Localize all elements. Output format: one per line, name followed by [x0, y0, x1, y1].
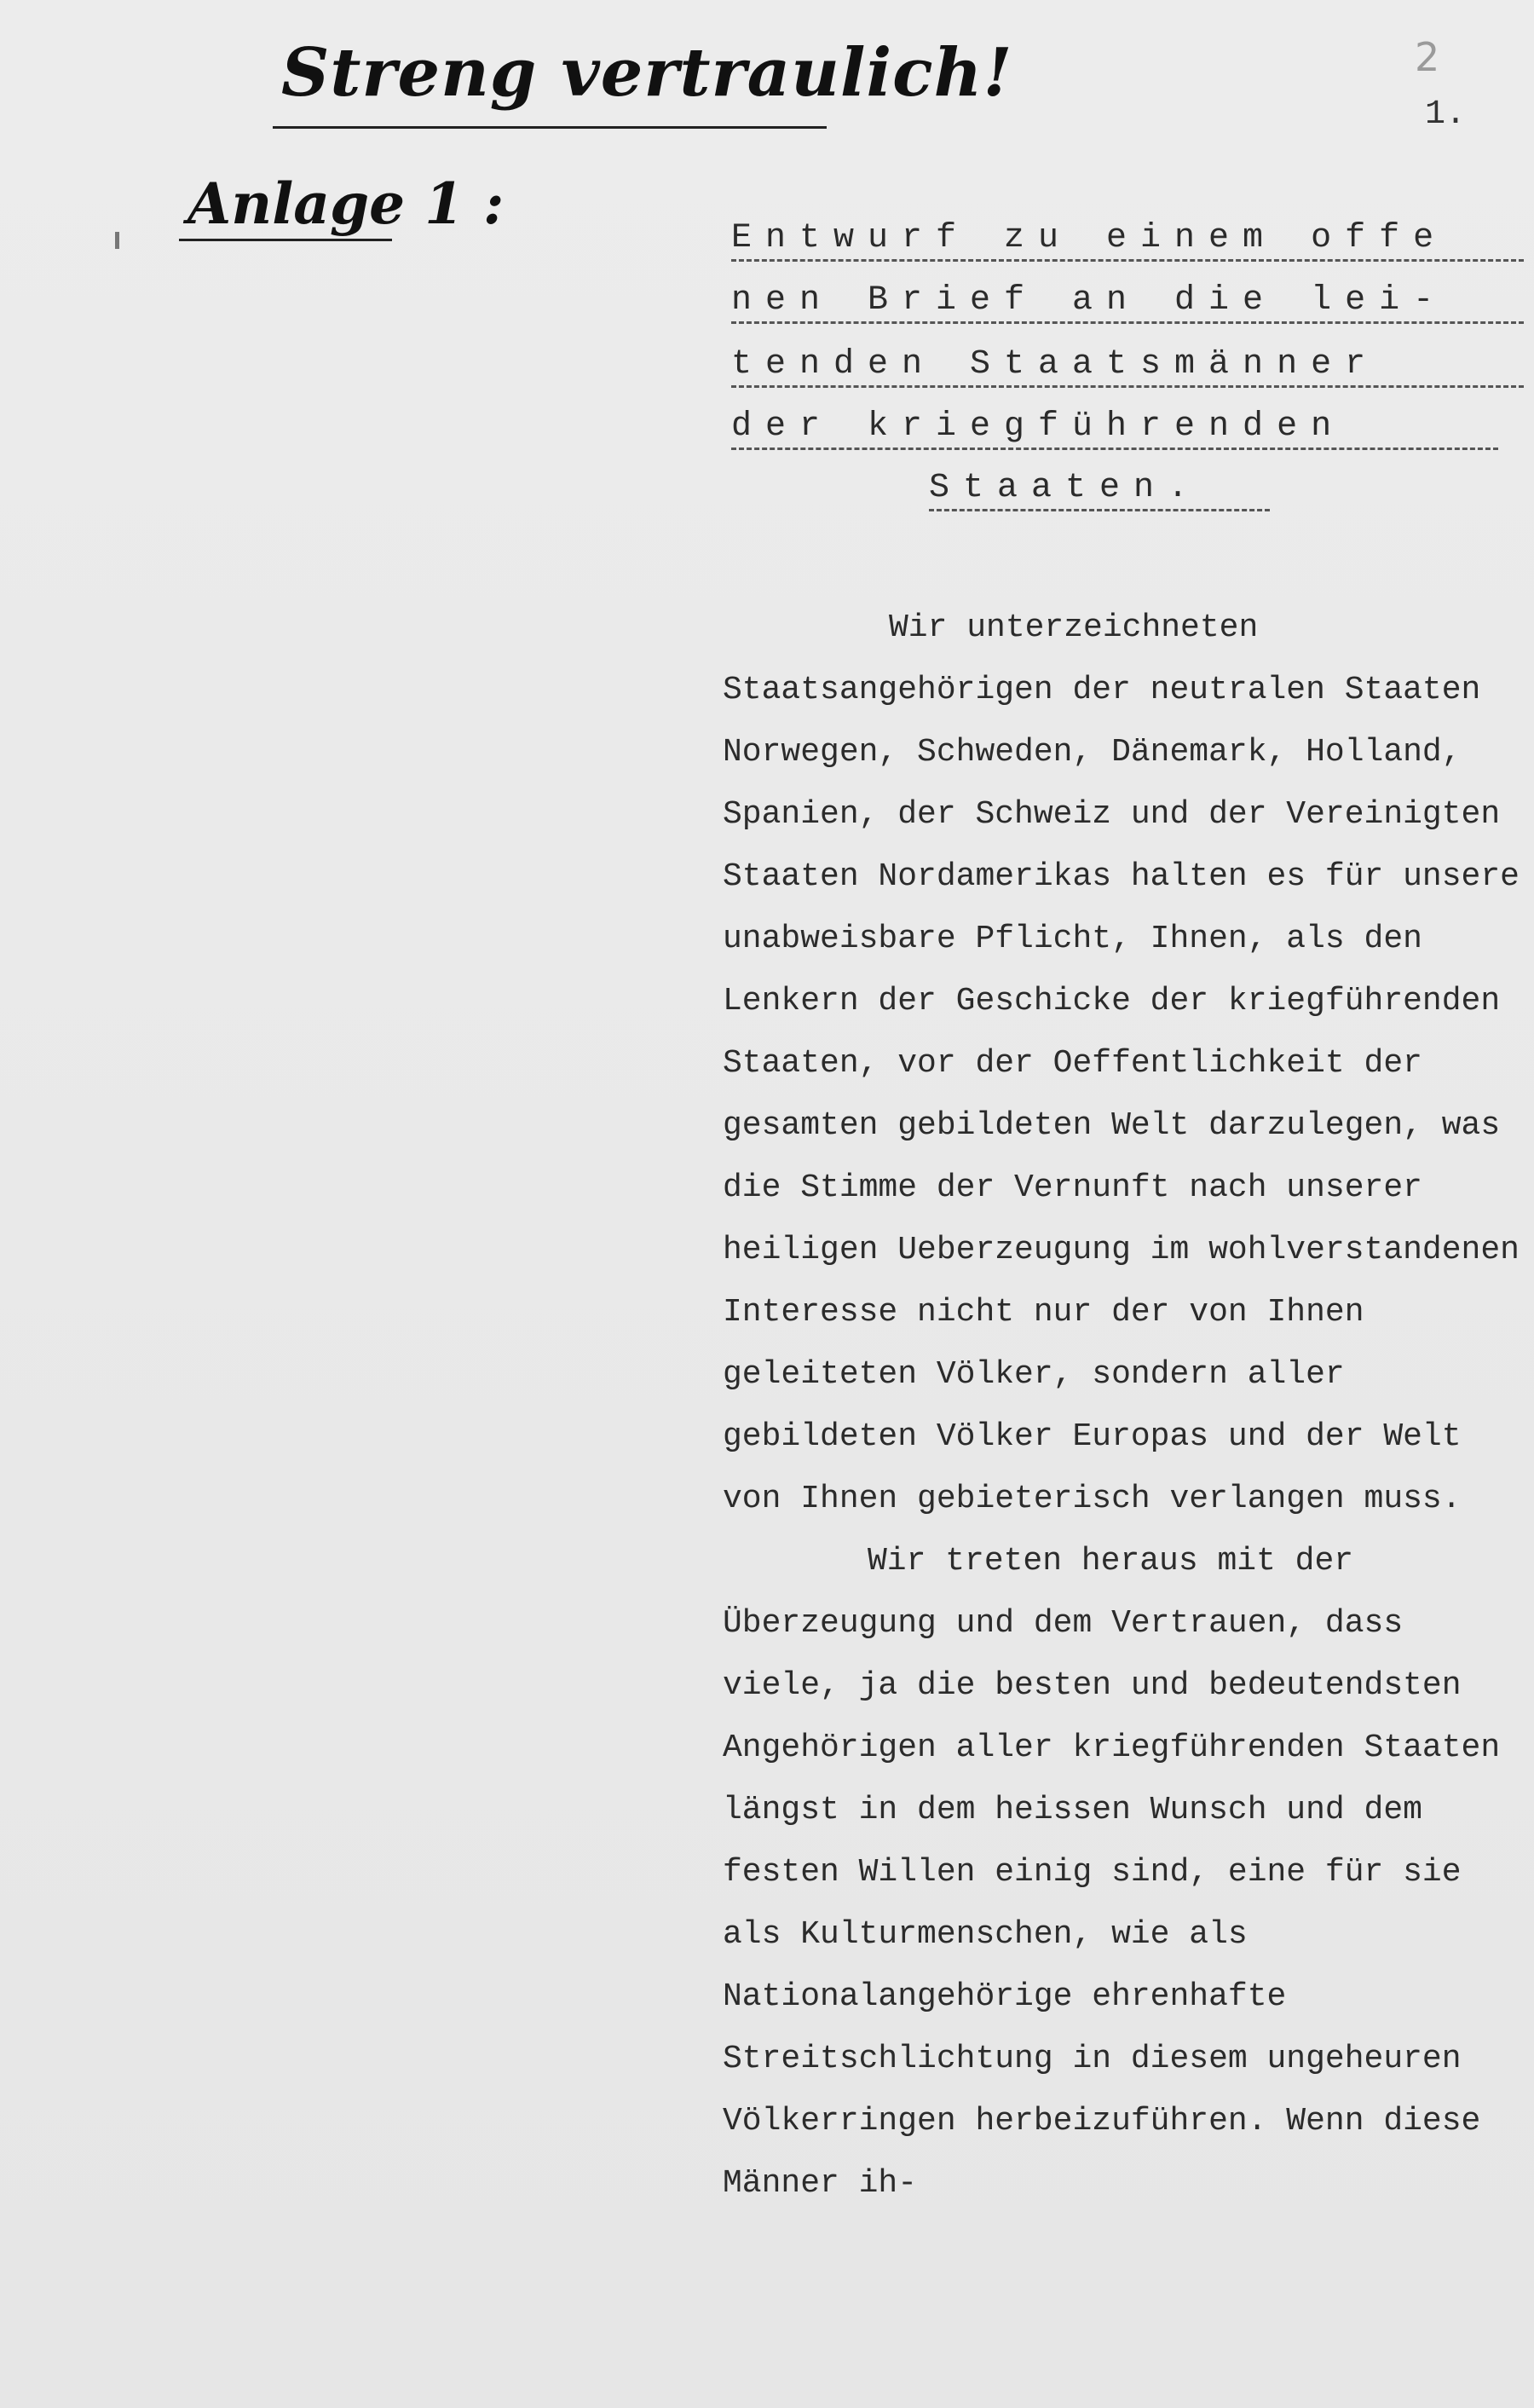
- title-line-1: Entwurf zu einem offe: [731, 219, 1524, 262]
- handwritten-confidential-note: Streng vertraulich!: [281, 34, 1013, 112]
- margin-mark: [115, 232, 119, 249]
- handwritten-annex-label: Anlage 1 :: [187, 170, 505, 237]
- typed-page-number: 1.: [1425, 95, 1467, 134]
- pencil-page-number: 2: [1415, 34, 1440, 80]
- title-line-5: Staaten.: [929, 469, 1270, 511]
- handwritten-annex-underline: [179, 239, 392, 241]
- letter-body: [723, 597, 1524, 2215]
- body-paragraph-2: Wir treten heraus mit der Überzeugung und dem Vertrauen, dass viele, ja die besten und bedeutendsten Angehörigen aller kriegführenden Staaten längst in dem heissen Wunsch und dem festen Willen einig sind, eine für sie als Kulturmenschen, wie als Nationalangehörige ehrenhafte Streitschlichtung in diesem ungeheuren Völkerringen herbeizuführen. Wenn diese Männer ih-: [723, 1543, 1501, 2202]
- title-line-2: nen Brief an die lei-: [731, 281, 1524, 324]
- handwritten-underline: [273, 126, 827, 129]
- title-line-3: tenden Staatsmänner: [731, 345, 1524, 388]
- body-paragraph-1: Wir unterzeichneten Staatsangehörigen der neutralen Staaten Norwegen, Schweden, Dänemark, Holland, Spanien, der Schweiz und der Vereinigten Staaten Nordamerikas halten es für unsere unabweisbare Pflicht, Ihnen, als den Lenkern der Geschicke der kriegführenden Staaten, vor der Oeffentlichkeit der gesamten gebildeten Welt darzulegen, was die Stimme der Vernunft nach unserer heiligen Ueberzeugung im wohlverstandenen Interesse nicht nur der von Ihnen geleiteten Völker, sondern aller gebildeten Völker Europas und der Welt von Ihnen gebieterisch verlangen muss.: [723, 609, 1520, 1517]
- title-line-4: der kriegführenden: [731, 407, 1498, 450]
